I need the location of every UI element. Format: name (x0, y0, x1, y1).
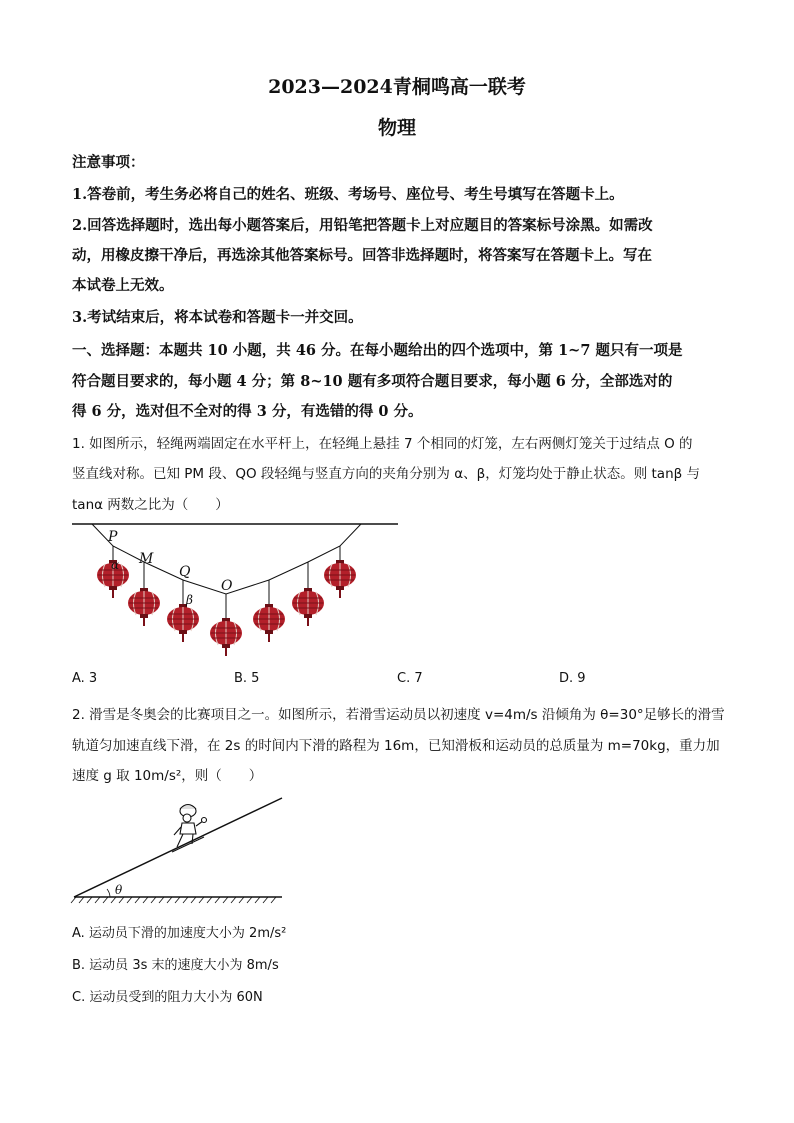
label-o: O (221, 578, 233, 594)
lantern-figure (70, 518, 405, 663)
theta-arc (107, 889, 110, 897)
skier-icon (172, 805, 207, 853)
lantern-4 (210, 618, 242, 656)
lantern-5 (253, 604, 285, 642)
ground-hatching (71, 897, 276, 903)
q1-option-d[interactable]: D. 9 (559, 671, 586, 686)
note-item-1: 1.答卷前，考生务必将自己的姓名、班级、考场号、座位号、考生号填写在答题卡上。 (72, 186, 624, 203)
slope-line (74, 798, 282, 897)
label-beta: β (186, 593, 193, 607)
note-item-3: 3.考试结束后，将本试卷和答题卡一并交回。 (72, 309, 363, 326)
q2-option-a[interactable]: A. 运动员下滑的加速度大小为 2m/s² (72, 926, 287, 941)
q1-option-c[interactable]: C. 7 (397, 671, 423, 686)
q1-stem-line-2: 竖直线对称。已知 PM 段、QO 段轻绳与竖直方向的夹角分别为 α、β，灯笼均处于静止状态。则 tanβ 与 (72, 466, 701, 482)
label-p: P (108, 529, 118, 545)
note-item-2-line-1: 2.回答选择题时，选出每小题答案后，用铅笔把答题卡上对应题目的答案标号涂黑。如需改 (72, 217, 653, 234)
section-1-line-1: 一、选择题：本题共 10 小题，共 46 分。在每小题给出的四个选项中，第 1~7 题只有一项是 (72, 342, 683, 359)
lantern-6 (292, 588, 324, 626)
q2-option-c[interactable]: C. 运动员受到的阻力大小为 60N (72, 990, 263, 1005)
q1-stem-line-3: tanα 两数之比为（ ） (72, 497, 229, 513)
subject-title: 物理 (377, 117, 416, 139)
notes-heading: 注意事项： (72, 154, 145, 171)
lantern-7 (324, 560, 356, 598)
section-1-line-3: 得 6 分，选对但不全对的得 3 分，有选错的得 0 分。 (72, 403, 423, 420)
q2-option-b[interactable]: B. 运动员 3s 末的速度大小为 8m/s (72, 958, 279, 973)
note-item-2-line-3: 本试卷上无效。 (72, 277, 174, 294)
lantern-3 (167, 604, 199, 642)
label-m: M (139, 551, 154, 567)
q1-option-a[interactable]: A. 3 (72, 671, 98, 686)
label-q: Q (179, 564, 191, 580)
label-theta: θ (115, 883, 123, 897)
q1-stem-line-1: 1. 如图所示，轻绳两端固定在水平杆上，在轻绳上悬挂 7 个相同的灯笼，左右两侧灯笼关于过结点 O 的 (72, 436, 693, 452)
section-1-line-2: 符合题目要求的，每小题 4 分；第 8~10 题有多项符合题目要求，每小题 6 分，全部选对的 (72, 373, 673, 390)
q2-stem-line-3: 速度 g 取 10m/s²，则（ ） (72, 768, 263, 784)
q2-stem-line-1: 2. 滑雪是冬奥会的比赛项目之一。如图所示，若滑雪运动员以初速度 v=4m/s 沿倾角为 θ=30°足够长的滑雪 (72, 707, 725, 723)
q1-option-b[interactable]: B. 5 (234, 671, 260, 686)
q2-stem-line-2: 轨道匀加速直线下滑，在 2s 的时间内下滑的路程为 16m，已知滑板和运动员的总质量为 m=70kg，重力加 (72, 738, 720, 754)
ski-slope-figure (70, 790, 290, 905)
lantern-2 (128, 588, 160, 626)
exam-title: 2023—2024青桐鸣高一联考 (268, 76, 526, 98)
note-item-2-line-2: 动，用橡皮擦干净后，再选涂其他答案标号。回答非选择题时，将答案写在答题卡上。写在 (72, 247, 652, 264)
label-alpha: α (111, 558, 120, 572)
